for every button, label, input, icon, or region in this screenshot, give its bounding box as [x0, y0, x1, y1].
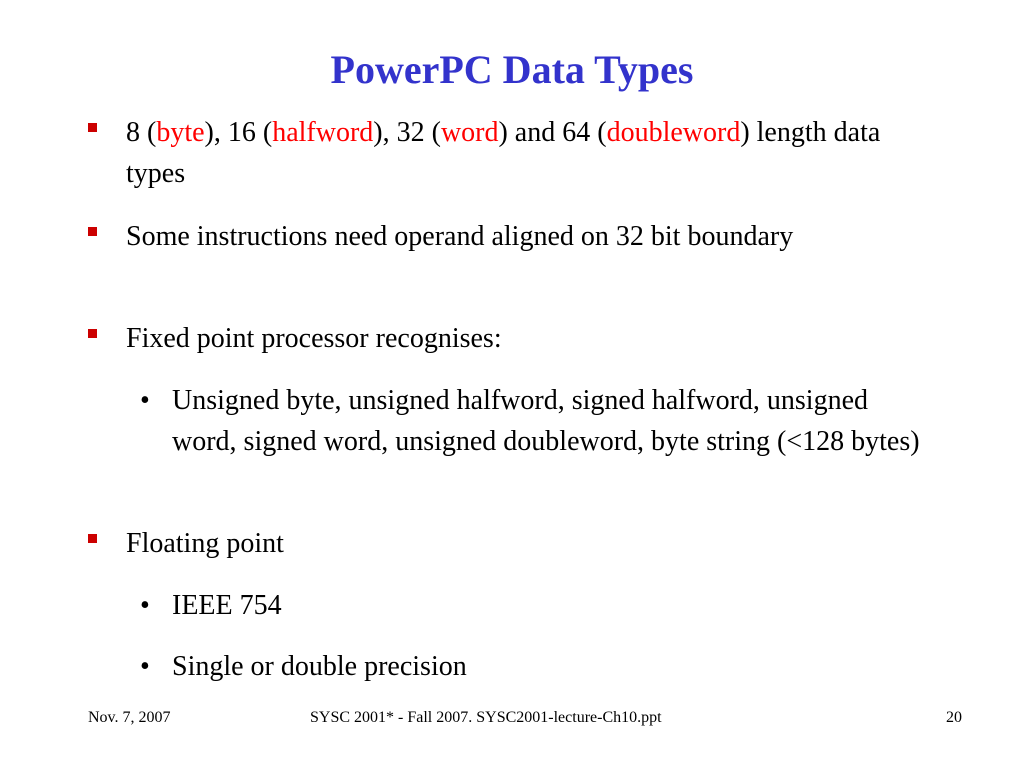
sub-bullet-text: IEEE 754	[172, 590, 282, 621]
dot-bullet-icon: •	[140, 590, 150, 621]
sub-bullet-text: Unsigned byte, unsigned halfword, signed halfword, unsigned word, signed word, unsigned doubleword, byte string (<128 bytes)	[172, 385, 920, 457]
text-segment: ) length data types	[126, 117, 881, 189]
bullet-text: Some instructions need operand aligned on 32 bit boundary	[126, 221, 794, 252]
term-word: word	[440, 117, 499, 148]
bullet-item-alignment	[88, 216, 938, 257]
text-segment: ) and 64 (	[498, 117, 607, 148]
sub-bullet-item-fixed-point-types	[140, 380, 920, 462]
square-bullet-icon	[88, 534, 97, 543]
bullet-text	[126, 112, 938, 194]
square-bullet-icon	[88, 227, 97, 236]
dot-bullet-icon: •	[140, 651, 150, 682]
text-segment: ), 32 (	[373, 117, 441, 148]
text-segment: ), 16 (	[204, 117, 273, 148]
sub-bullet-item-precision	[140, 646, 920, 687]
bullet-item-fixed-point	[88, 318, 938, 359]
sub-bullet-item-ieee754	[140, 585, 920, 626]
text-segment: 8 (	[126, 117, 157, 148]
sub-bullet-text: Single or double precision	[172, 651, 467, 682]
dot-bullet-icon: •	[140, 385, 150, 416]
footer-course: SYSC 2001* - Fall 2007. SYSC2001-lecture-Ch10.ppt	[310, 709, 662, 726]
bullet-text: Floating point	[126, 528, 284, 559]
bullet-text: Fixed point processor recognises:	[126, 323, 502, 354]
term-byte: byte	[156, 117, 205, 148]
term-doubleword: doubleword	[606, 117, 741, 148]
term-halfword: halfword	[272, 117, 374, 148]
bullet-item-data-sizes	[88, 112, 938, 194]
square-bullet-icon	[88, 329, 97, 338]
bullet-item-floating-point	[88, 523, 938, 564]
slide-title: PowerPC Data Types	[330, 47, 694, 92]
footer-page-number: 20	[946, 709, 962, 726]
footer-date: Nov. 7, 2007	[88, 709, 171, 726]
square-bullet-icon	[88, 123, 97, 132]
